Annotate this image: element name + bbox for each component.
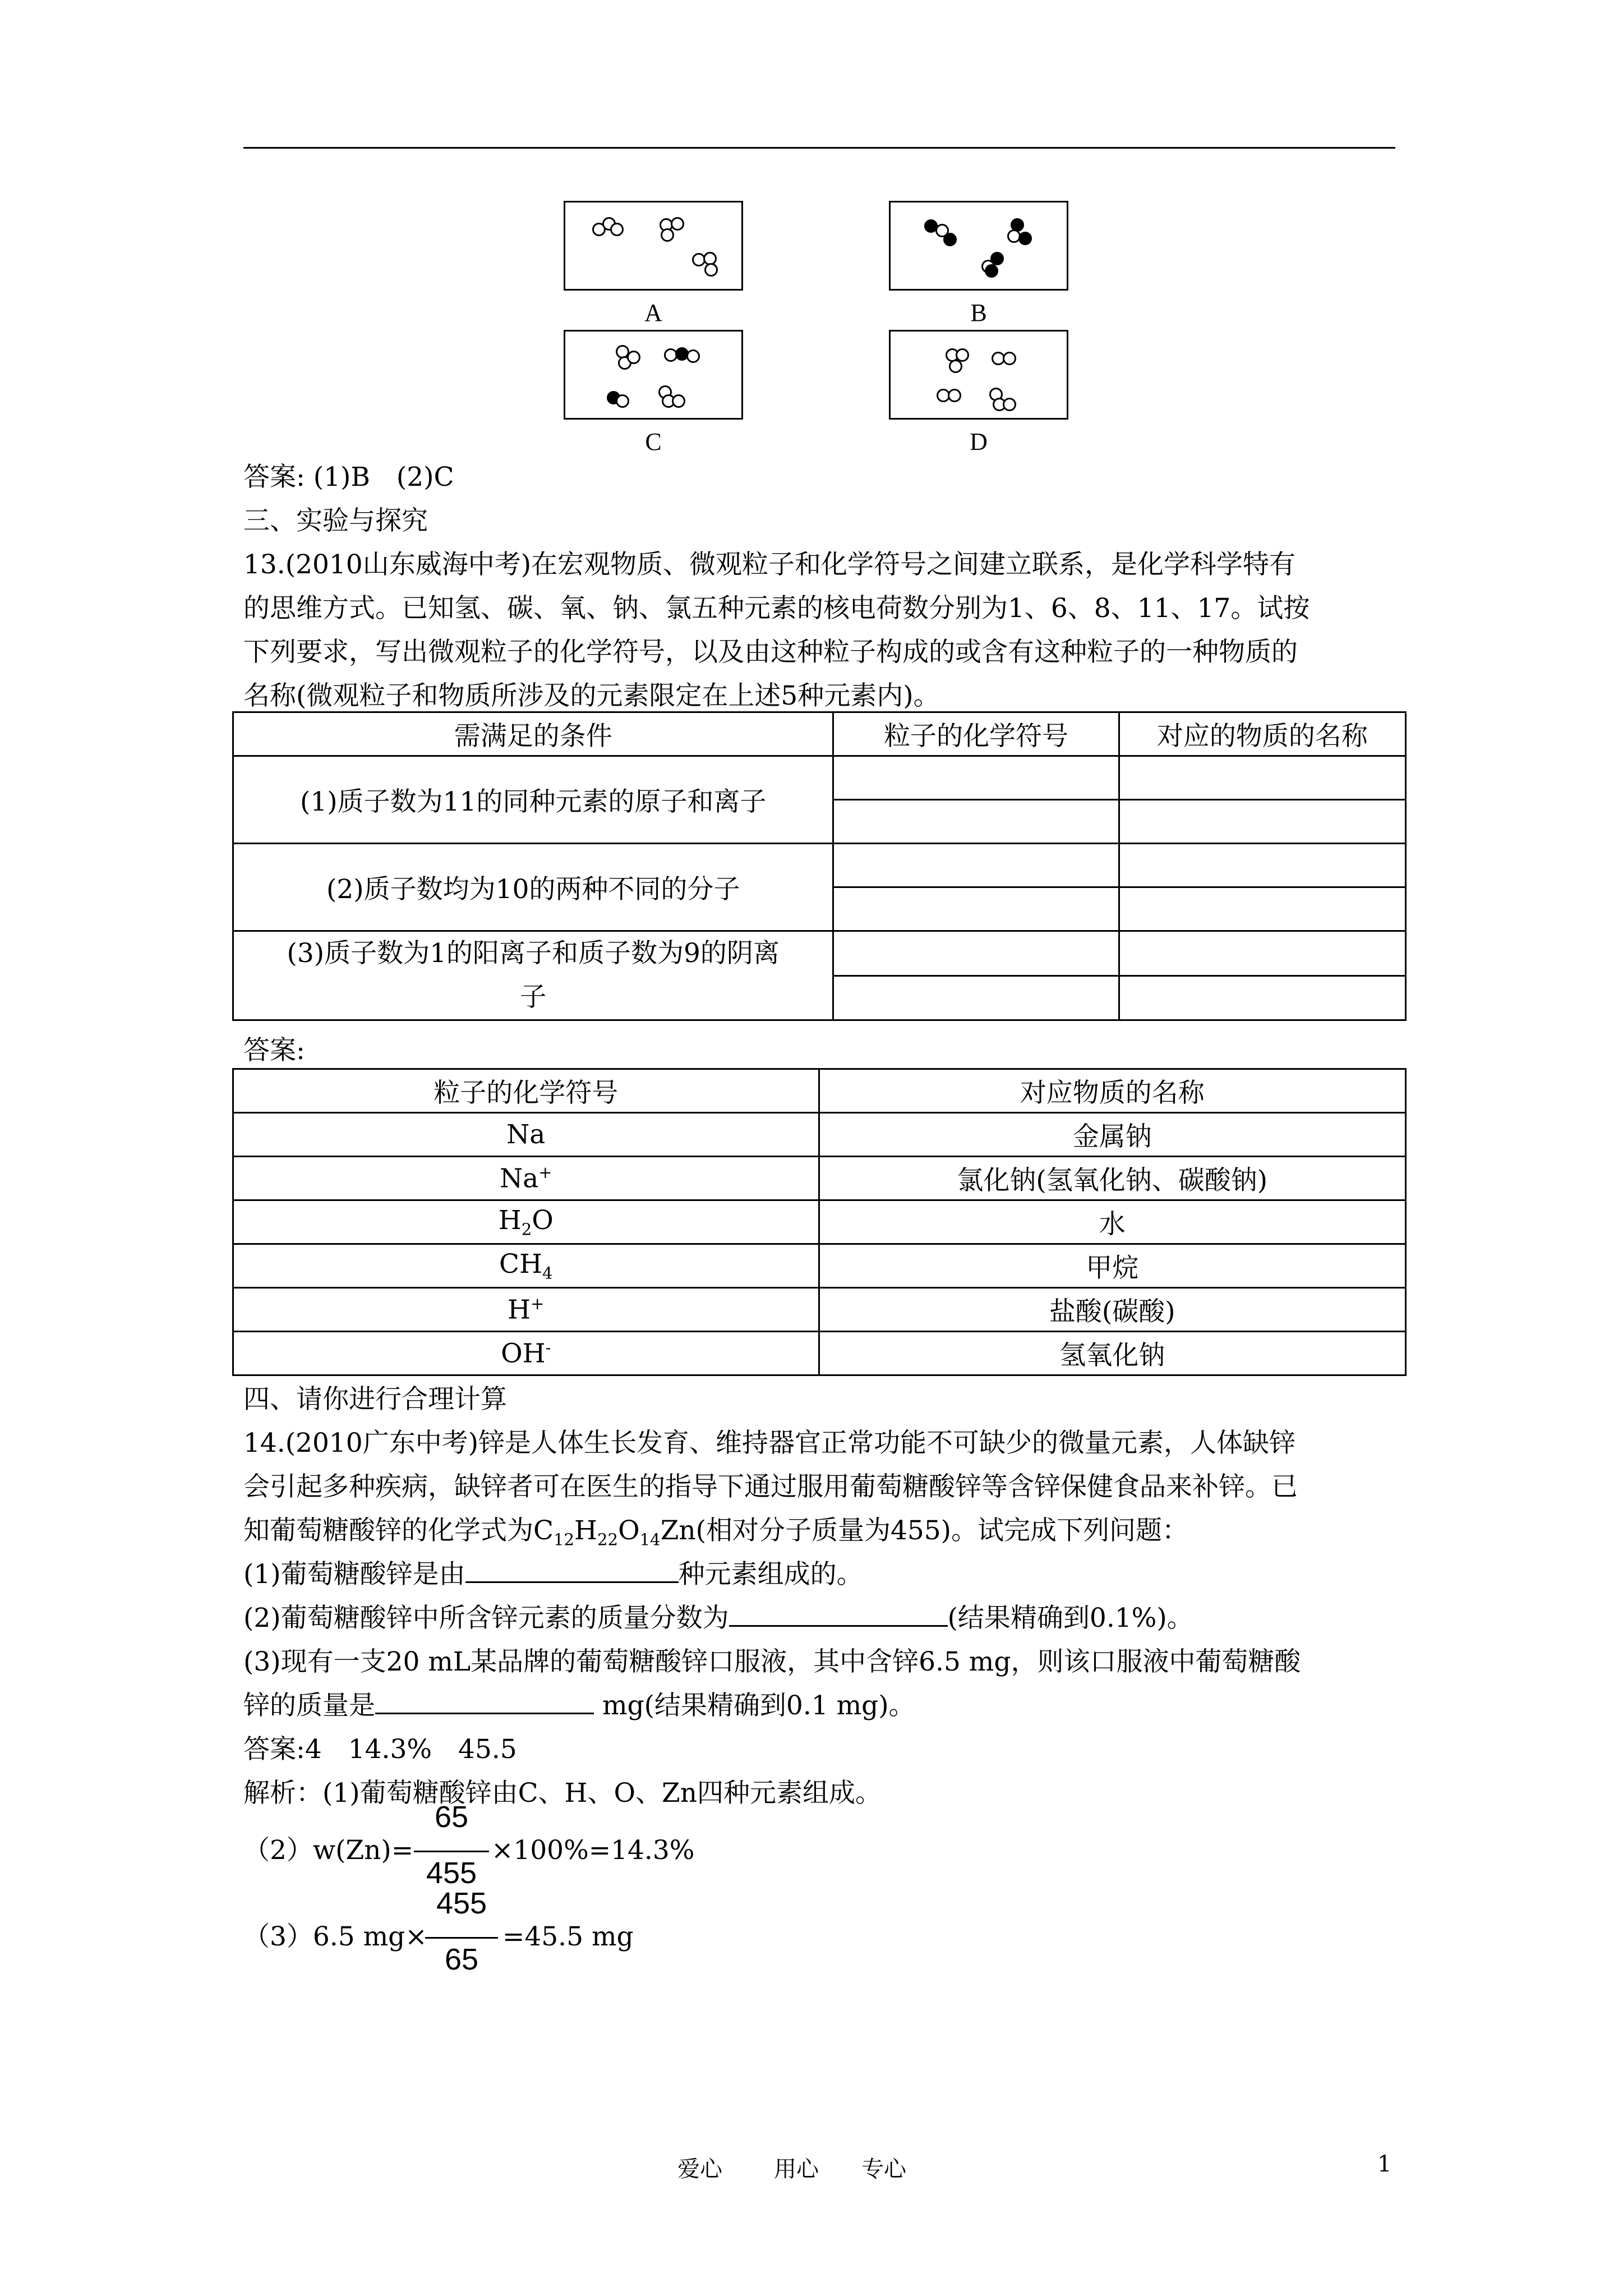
symbol-cell [233,1244,819,1288]
answer-blank-cell[interactable] [1119,887,1405,931]
subscript: 2 [521,1220,532,1239]
formula-h: H [574,1515,598,1546]
option-label-c: C [645,428,662,455]
symbol: CH [499,1249,542,1280]
question-14-line: 14.(2010广东中考)锌是人体生长发育、维持器官正常功能不可缺少的微量元素，人体缺锌 [243,1428,1296,1458]
answer-blank-cell[interactable] [833,976,1119,1020]
condition-cell [233,931,833,1020]
option-box-a [564,201,743,291]
fraction-numerator: 455 [436,1887,487,1920]
table-header: 粒子的化学符号 [233,1069,819,1113]
symbol-cell [233,1113,819,1157]
name-cell: 氯化钠(氢氧化钠、碳酸钠) [819,1157,1406,1200]
answer-12: 答案: (1)B (2)C [243,462,454,493]
fraction-bar [425,1937,498,1939]
answer-blank-cell[interactable] [833,887,1119,931]
symbol: OH [501,1338,546,1369]
atom [627,351,640,364]
name-cell: 盐酸(碳酸) [819,1288,1406,1332]
charge: - [545,1337,551,1357]
question-13-line: 13.(2010山东威海中考)在宏观物质、微观粒子和化学符号之间建立联系，是化学科学特有 [243,549,1296,580]
symbol: Na [499,1163,539,1194]
answer-blank-cell[interactable] [1119,931,1405,976]
atom [948,389,961,402]
option-box-d [889,330,1068,420]
answer-blank-cell[interactable] [833,800,1119,844]
text: (结果精确到0.1%)。 [947,1603,1193,1634]
atom [943,233,957,246]
fraction-denominator: 455 [426,1856,477,1890]
formula-zn: Zn [660,1515,696,1546]
symbol: H [498,1205,522,1236]
symbol: Na [506,1119,546,1150]
answer-14: 答案:4 14.3% 45.5 [243,1734,517,1765]
text: mg(结果精确到0.1 mg)。 [594,1690,915,1721]
answer-blank[interactable] [729,1599,948,1627]
subscript: 12 [553,1530,575,1549]
section-heading-3: 三、实验与探究 [243,505,428,536]
symbol: O [532,1205,554,1236]
option-label-d: D [970,428,988,455]
condition-line: (3)质子数为1的阳离子和质子数为9的阴离 [287,938,780,969]
atom [672,394,685,408]
text: 知葡萄糖酸锌的化学式为 [243,1515,533,1546]
name-cell: 氢氧化钠 [819,1332,1406,1375]
option-box-b [889,201,1068,291]
answer-label: 答案: [243,1035,305,1066]
atom [686,349,700,363]
question-13-line: 的思维方式。已知氢、碳、氧、钠、氯五种元素的核电荷数分别为1、6、8、11、17。试按 [243,593,1310,624]
question-14-part-1 [243,1553,863,1596]
name-cell: 甲烷 [819,1244,1406,1288]
answer-blank-cell[interactable] [833,844,1119,887]
condition-cell: (2)质子数均为10的两种不同的分子 [233,844,833,931]
symbol-cell [233,1157,819,1200]
footer-slogan-2: 用心 [774,2156,819,2182]
condition-line: 子 [520,982,547,1013]
subscript: 4 [542,1263,553,1283]
calc-3-suffix: =45.5 mg [502,1921,634,1952]
symbol-cell [233,1332,819,1375]
formula-c: C [533,1515,554,1546]
footer-slogan-3: 专心 [861,2156,906,2182]
answer-blank-cell[interactable] [833,931,1119,976]
atom [985,264,998,278]
subscript: 14 [639,1530,661,1549]
question-14-part-3: (3)现有一支20 mL某品牌的葡萄糖酸锌口服液，其中含锌6.5 mg，则该口服液中葡萄糖酸 [243,1646,1301,1677]
atom [616,394,629,408]
question-14-part-3 [243,1684,915,1728]
symbol-cell [233,1200,819,1244]
answer-blank[interactable] [465,1555,679,1583]
page-number: 1 [1377,2151,1392,2177]
table-header: 需满足的条件 [233,712,833,756]
question-13-line: 下列要求，写出微观粒子的化学符号，以及由这种粒子构成的或含有这种粒子的一种物质的 [243,637,1298,668]
text: 种元素组成的。 [678,1559,863,1590]
question-13-line: 名称(微观粒子和物质所涉及的元素限定在上述5种元素内)。 [243,680,940,711]
atom [610,223,624,236]
atom [704,263,718,277]
answer-table [232,1068,1407,1376]
fraction-denominator: 65 [444,1943,479,1976]
answer-blank-cell[interactable] [1119,844,1405,887]
name-cell: 水 [819,1200,1406,1244]
question-13-table [232,711,1407,1021]
calc-3-prefix: （3）6.5 mg× [243,1921,427,1952]
charge: + [531,1294,545,1313]
condition-cell: (1)质子数为11的同种元素的原子和离子 [233,756,833,844]
atom [949,360,962,373]
name-cell: 金属钠 [819,1113,1406,1157]
text: 锌的质量是 [243,1690,375,1721]
answer-blank-cell[interactable] [833,756,1119,800]
fraction-bar [414,1851,489,1852]
analysis: 解析：(1)葡萄糖酸锌由C、H、O、Zn四种元素组成。 [243,1778,882,1809]
answer-blank-cell[interactable] [1119,800,1405,844]
text: (2)葡萄糖酸锌中所含锌元素的质量分数为 [243,1603,729,1634]
atom [1003,398,1016,411]
table-header: 对应的物质的名称 [1119,712,1405,756]
text: (1)葡萄糖酸锌是由 [243,1559,465,1590]
question-14-part-2 [243,1596,1193,1640]
atom [671,217,684,231]
formula-o: O [618,1515,640,1546]
subscript: 22 [597,1530,619,1549]
table-header: 粒子的化学符号 [833,712,1119,756]
header-rule [243,147,1395,149]
text: (相对分子质量为455)。试完成下列问题： [695,1515,1189,1546]
option-box-c [564,330,743,420]
answer-blank-cell[interactable] [1119,756,1405,800]
symbol-cell [233,1288,819,1332]
footer-slogan-1: 爱心 [677,2156,722,2182]
atom [661,228,674,242]
atom [1018,232,1032,245]
answer-blank-cell[interactable] [1119,976,1405,1020]
calc-2-prefix: （2）w(Zn)= [243,1835,414,1866]
charge: + [538,1162,552,1182]
table-header: 对应物质的名称 [819,1069,1406,1113]
section-heading-4: 四、请你进行合理计算 [243,1384,507,1415]
option-label-a: A [644,299,662,326]
answer-blank[interactable] [375,1686,594,1714]
calc-2-suffix: ×100%=14.3% [491,1835,695,1866]
fraction-numerator: 65 [434,1800,469,1834]
question-14-line: 会引起多种疾病，缺锌者可在医生的指导下通过服用葡萄糖酸锌等含锌保健食品来补锌。已 [243,1471,1298,1502]
atom [1003,352,1016,365]
symbol: H [508,1294,531,1326]
option-label-b: B [970,299,987,326]
